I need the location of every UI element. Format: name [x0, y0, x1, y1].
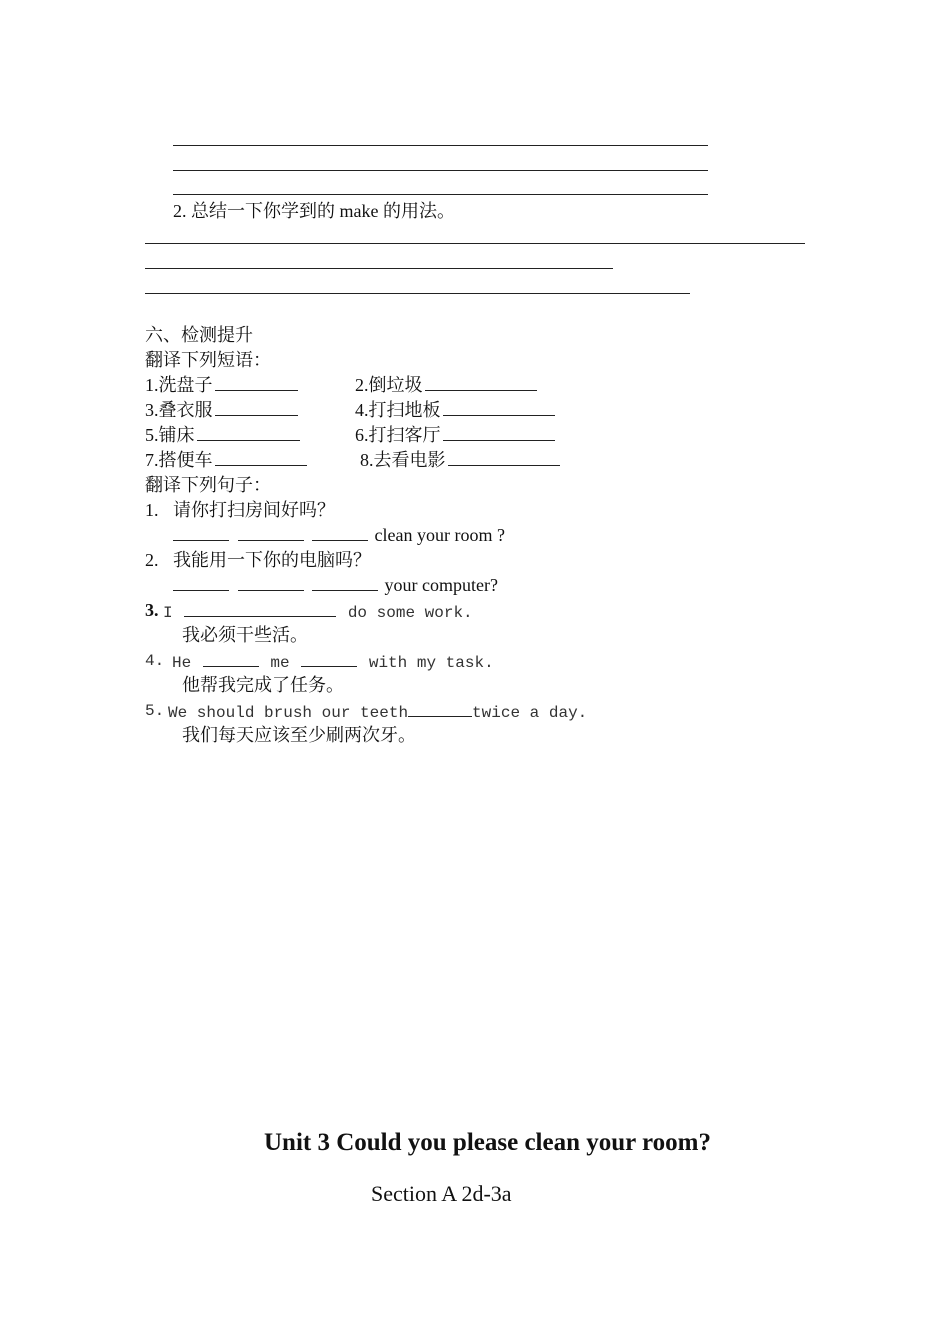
sentence-number: 2. — [145, 550, 159, 570]
sentence-number: 1. — [145, 500, 159, 520]
sentence-chinese: 他帮我完成了任务。 — [182, 675, 344, 695]
answer-line — [173, 170, 708, 171]
phrase-item: 7.搭便车 — [145, 449, 309, 471]
sentence-number: 5. — [145, 702, 165, 720]
answer-line — [145, 293, 690, 294]
answer-line — [173, 194, 708, 195]
phrase-item: 8.去看电影 — [360, 449, 562, 471]
section-subtitle: Section A 2d-3a — [371, 1181, 512, 1206]
sentence-chinese: 我必须干些活。 — [182, 625, 308, 645]
sentence-chinese: 我们每天应该至少刷两次牙。 — [182, 725, 416, 745]
sentence-english: clean your room ? — [173, 524, 505, 546]
phrase-item: 2.倒垃圾 — [355, 374, 539, 396]
answer-line — [145, 268, 613, 269]
phrase-item: 6.打扫客厅 — [355, 424, 557, 446]
sentence-number: 3. — [145, 600, 159, 620]
sentence-english: We should brush our teeth twice a day. — [168, 700, 587, 724]
phrases-instruction: 翻译下列短语： — [145, 350, 271, 370]
phrase-item: 4.打扫地板 — [355, 399, 557, 421]
sentence-english: I do some work. — [163, 600, 473, 624]
sentence-number: 4. — [145, 652, 165, 670]
sentence-chinese: 我能用一下你的电脑吗？ — [173, 550, 371, 570]
answer-line — [145, 243, 805, 244]
question-2: 2. 总结一下你学到的 make 的用法。 — [173, 201, 455, 221]
sentence-english: He me with my task. — [172, 650, 494, 674]
phrase-item: 5.铺床 — [145, 424, 302, 446]
sentence-english: your computer? — [173, 574, 498, 596]
sentence-chinese: 请你打扫房间好吗？ — [173, 500, 335, 520]
phrase-item: 1.洗盘子 — [145, 374, 300, 396]
answer-line — [173, 145, 708, 146]
unit-title: Unit 3 Could you please clean your room? — [263, 1129, 712, 1156]
sentences-instruction: 翻译下列句子： — [145, 475, 271, 495]
section-heading: 六、检测提升 — [145, 325, 253, 345]
phrase-item: 3.叠衣服 — [145, 399, 300, 421]
